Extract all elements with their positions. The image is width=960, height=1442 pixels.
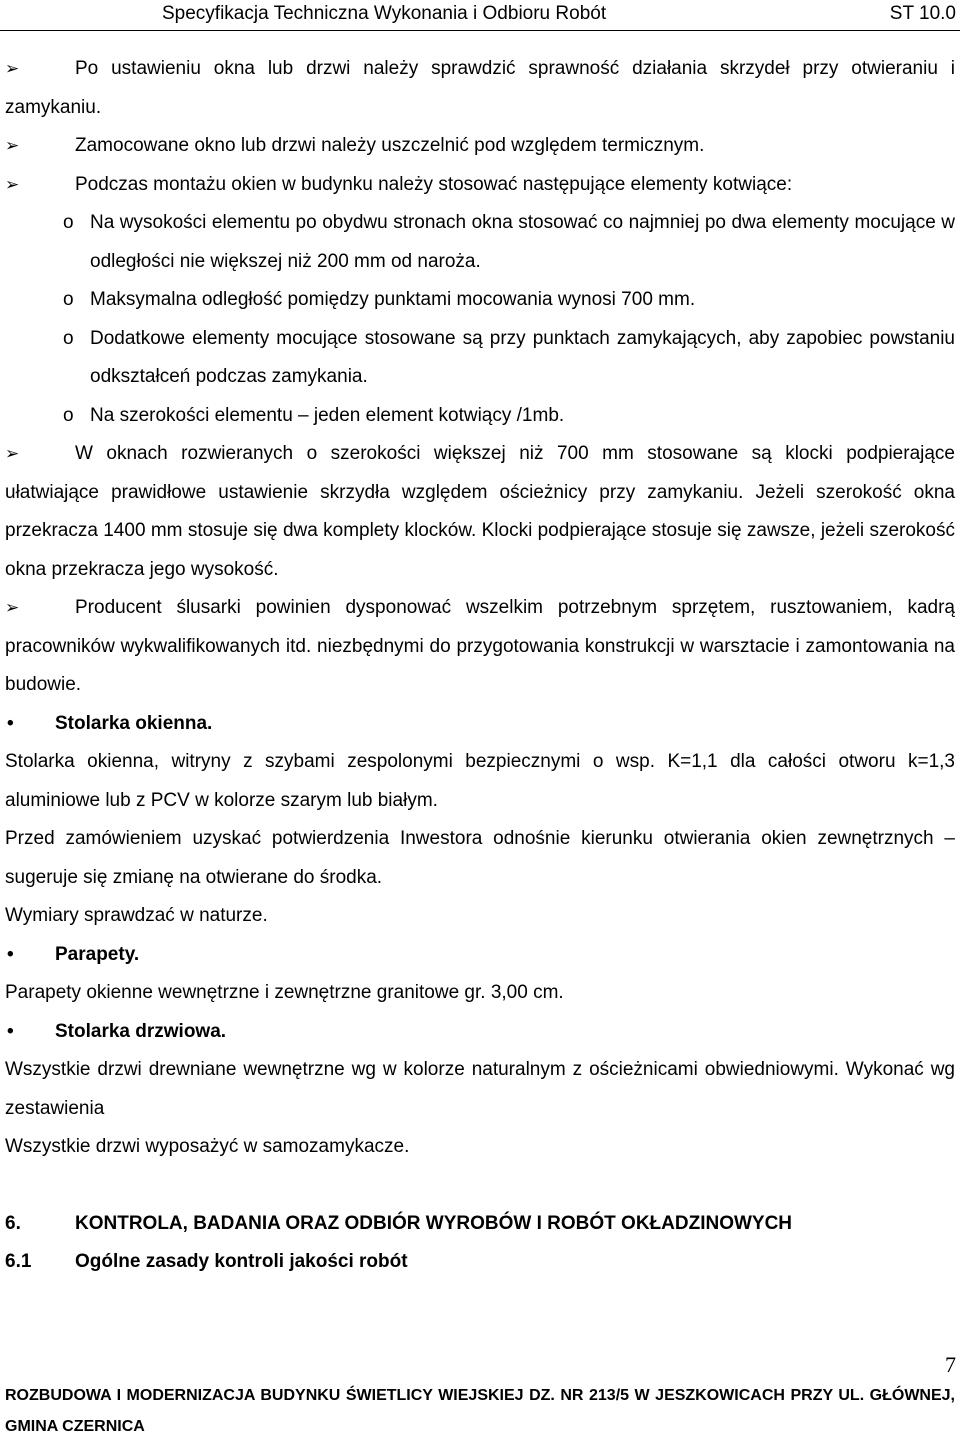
circle-bullet-icon: o (63, 327, 74, 349)
arrowhead-bullet-icon: ➢ (5, 174, 20, 194)
page-footer: ROZBUDOWA I MODERNIZACJA BUDYNKU ŚWIETLICY WIEJSKIEJ DZ. NR 213/5 W JESZKOWICACH PRZY UL. GŁÓWNEJ, GMINA CZERNICA (5, 1387, 955, 1435)
list-item (5, 589, 955, 705)
circle-bullet-icon: o (63, 289, 74, 310)
arrowhead-bullet-icon: ➢ (5, 598, 20, 617)
paragraph: Parapety okienne wewnętrzne i zewnętrzne granitowe gr. 3,00 cm. (5, 982, 564, 1003)
paragraph-text: Po ustawieniu okna lub drzwi należy sprawdzić sprawność działania skrzydeł przy otwieraniu i zamykaniu. (5, 58, 955, 118)
paragraph-text: Na wysokości elementu po obydwu stronach okna stosować co najmniej po dwa elementy mocujące w odległości nie większej niż 200 mm od naroża. (90, 212, 955, 272)
document-title: Specyfikacja Techniczna Wykonania i Odbioru Robót (162, 3, 607, 24)
section-title: KONTROLA, BADANIA ORAZ ODBIÓR WYROBÓW I ROBÓT OKŁADZINOWYCH (75, 1212, 793, 1234)
section-heading (5, 1243, 955, 1282)
paragraph: Stolarka okienna, witryny z szybami zespolonymi bezpiecznymi o wsp. K=1,1 dla całości otworu k=1,3 aluminiowe lub z PCV w kolorze szarym lub białym. (5, 751, 955, 811)
arrowhead-bullet-icon: ➢ (5, 444, 20, 463)
paragraph-text: Na szerokości elementu – jeden element kotwiący /1mb. (90, 404, 565, 426)
subsection-heading (5, 1013, 955, 1052)
list-item (5, 435, 955, 589)
circle-bullet-icon: o (63, 212, 74, 233)
page-number: 7 (945, 1352, 956, 1377)
arrowhead-bullet-icon: ➢ (5, 59, 20, 78)
paragraph: Przed zamówieniem uzyskać potwierdzenia Inwestora odnośnie kierunku otwierania okien zewnętrznych – sugeruje się zmianę na otwierane do środka. (5, 828, 955, 888)
paragraph-text: Producent ślusarki powinien dysponować wszelkim potrzebnym sprzętem, rusztowaniem, kadrą pracowników wykwalifikowanych itd. niezbędnymi do przygotowania konstrukcji w warsztacie i zamontowania na budowie. (5, 597, 955, 695)
page-header (0, 0, 960, 32)
paragraph-text: Maksymalna odległość pomiędzy punktami mocowania wynosi 700 mm. (90, 289, 696, 310)
document-code: ST 10.0 (889, 3, 956, 24)
heading-text: Stolarka okienna. (55, 712, 213, 734)
dot-bullet-icon: • (7, 1020, 14, 1042)
dot-bullet-icon: • (7, 712, 14, 734)
section-title: Ogólne zasady kontroli jakości robót (75, 1251, 408, 1272)
spacer (5, 1167, 955, 1205)
section-number: 6. (5, 1212, 21, 1234)
paragraph: Wszystkie drzwi drewniane wewnętrzne wg w kolorze naturalnym z ościeżnicami obwiedniowymi. Wykonać wg zestawienia (5, 1059, 955, 1119)
heading-text: Parapety. (55, 943, 140, 965)
list-item (5, 166, 955, 205)
paragraph: Wymiary sprawdzać w naturze. (5, 905, 268, 926)
paragraph: Wszystkie drzwi wyposażyć w samozamykacze. (5, 1136, 410, 1157)
dot-bullet-icon: • (7, 943, 14, 965)
header-divider (0, 30, 960, 31)
section-number: 6.1 (5, 1251, 32, 1272)
page-body (5, 50, 955, 1282)
list-item (5, 50, 955, 127)
subsection-heading (5, 936, 955, 975)
paragraph-text: Podczas montażu okien w budynku należy stosować następujące elementy kotwiące: (75, 173, 793, 195)
arrowhead-bullet-icon: ➢ (5, 136, 20, 155)
sub-list-item (5, 320, 955, 397)
circle-bullet-icon: o (63, 404, 74, 426)
heading-text: Stolarka drzwiowa. (55, 1020, 227, 1042)
subsection-heading (5, 705, 955, 744)
paragraph-text: Zamocowane okno lub drzwi należy uszczelnić pod względem termicznym. (75, 135, 705, 156)
paragraph-text: W oknach rozwieranych o szerokości większej niż 700 mm stosowane są klocki podpierające ułatwiające prawidłowe ustawienie skrzydła względem ościeżnicy przy zamykaniu. Jeżeli szerokość okna przekracza 1400 mm stosuje się dwa komplety klocków. Klocki podpierające stosuje się zawsze, jeżeli szerokość okna przekracza jego wysokość. (5, 443, 955, 580)
list-item (5, 127, 955, 166)
paragraph-text: Dodatkowe elementy mocujące stosowane są przy punktach zamykających, aby zapobiec powstaniu odkształceń podczas zamykania. (90, 327, 955, 387)
sub-list-item (5, 204, 955, 281)
sub-list-item (5, 281, 955, 320)
sub-list-item (5, 397, 955, 436)
section-heading (5, 1205, 955, 1244)
